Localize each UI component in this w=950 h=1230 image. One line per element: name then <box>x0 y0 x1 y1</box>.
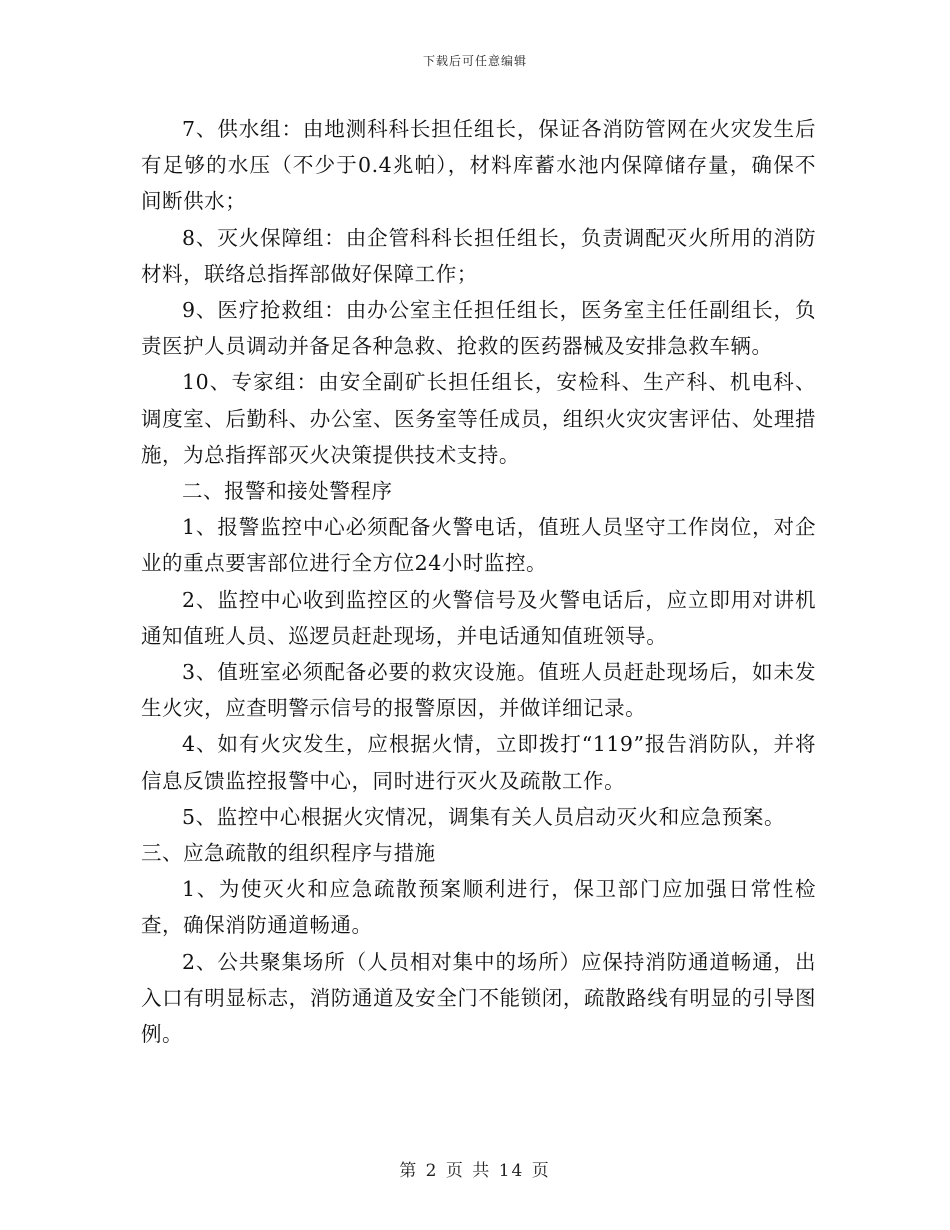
page-number: 第 2 页 共 14 页 <box>399 1161 551 1181</box>
section-heading-alarm-procedure: 二、报警和接处警程序 <box>182 479 393 504</box>
paragraph-alarm-step-3: 3、值班室必须配备必要的救灾设施。值班人员赶赴现场后，如未发生火灾，应查明警示信号的报警原因，并做详细记录。 <box>141 660 816 721</box>
paragraph-alarm-step-1: 1、报警监控中心必须配备火警电话，值班人员坚守工作岗位，对企业的重点要害部位进行全方位24小时监控。 <box>141 515 816 576</box>
paragraph-alarm-step-4: 4、如有火灾发生，应根据火情，立即拨打“119”报告消防队，并将信息反馈监控报警中心，同时进行灭火及疏散工作。 <box>141 732 816 793</box>
document-body <box>141 111 816 1052</box>
section-heading-evacuation: 三、应急疏散的组织程序与措施 <box>141 841 436 866</box>
paragraph-water-supply-group: 7、供水组：由地测科科长担任组长，保证各消防管网在火灾发生后有足够的水压（不少于0.4兆帕），材料库蓄水池内保障储存量，确保不间断供水； <box>141 117 816 214</box>
header-note: 下载后可任意编辑 <box>422 54 527 68</box>
paragraph-fire-support-group: 8、灭火保障组：由企管科科长担任组长，负责调配灭火所用的消防材料，联络总指挥部做好保障工作； <box>141 225 816 286</box>
paragraph-evacuation-step-1: 1、为使灭火和应急疏散预案顺利进行，保卫部门应加强日常性检查，确保消防通道畅通。 <box>141 877 816 938</box>
paragraph-alarm-step-2: 2、监控中心收到监控区的火警信号及火警电话后，应立即用对讲机通知值班人员、巡逻员赶赴现场，并电话通知值班领导。 <box>141 587 816 648</box>
paragraph-expert-group: 10、专家组：由安全副矿长担任组长，安检科、生产科、机电科、调度室、后勤科、办公室、医务室等任成员，组织火灾灾害评估、处理措施，为总指挥部灭火决策提供技术支持。 <box>141 370 816 467</box>
paragraph-evacuation-step-2: 2、公共聚集场所（人员相对集中的场所）应保持消防通道畅通，出入口有明显标志，消防通道及安全门不能锁闭，疏散路线有明显的引导图例。 <box>141 949 816 1047</box>
paragraph-alarm-step-5: 5、监控中心根据火灾情况，调集有关人员启动灭火和应急预案。 <box>182 804 785 829</box>
paragraph-medical-rescue-group: 9、医疗抢救组：由办公室主任担任组长，医务室主任任副组长，负责医护人员调动并备足各种急救、抢救的医药器械及安排急救车辆。 <box>141 298 816 359</box>
